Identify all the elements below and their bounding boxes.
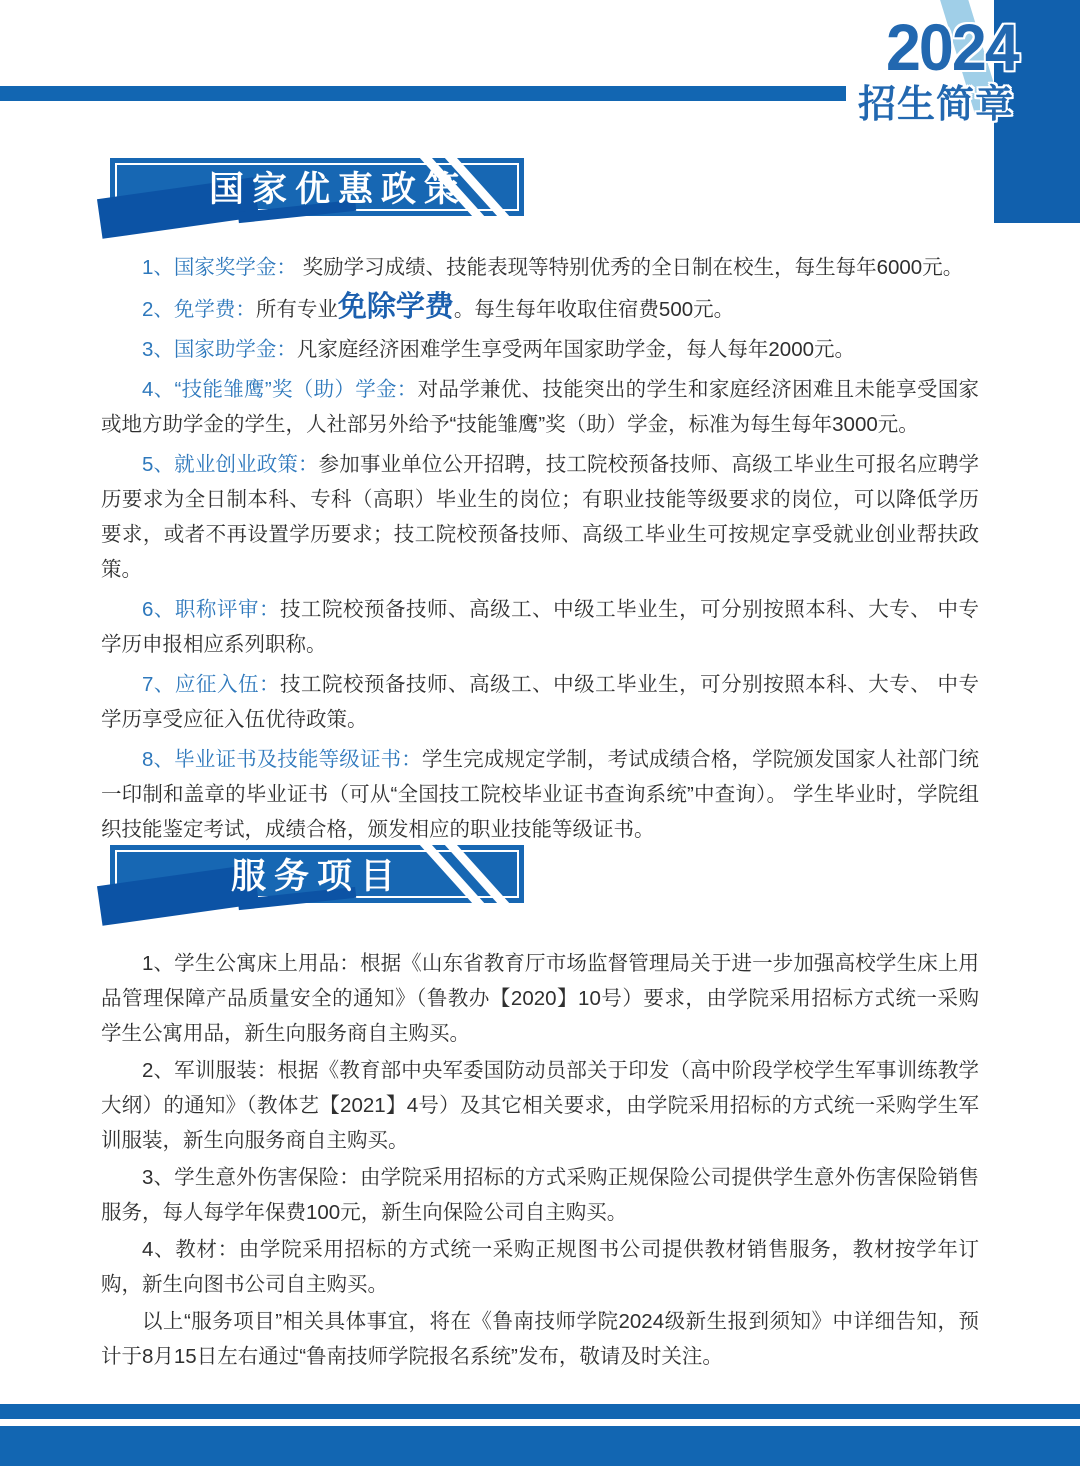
policy-item-4-label: 4、“技能雏鹰”奖（助）学金： xyxy=(142,378,418,401)
policy-section-title: 国家优惠政策 xyxy=(208,170,467,209)
policy-item-2-text-after: 。每生每年收取住宿费500元。 xyxy=(453,298,735,321)
policy-item-2-text-before: 所有专业 xyxy=(255,298,338,321)
service-section-body xyxy=(101,946,979,1376)
policy-section-body xyxy=(101,250,979,852)
policy-item-1 xyxy=(101,250,979,285)
service-closing-text: 以上“服务项目”相关具体事宜，将在《鲁南技师学院2024级新生报到须知》中详细告知，预计于8月15日左右通过“鲁南技师学院报名系统”发布，敬请及时关注。 xyxy=(101,1310,979,1368)
logo-subtitle-text: 招生简章 xyxy=(857,84,1014,126)
policy-item-1-text: 奖励学习成绩、技能表现等特别优秀的全日制在校生，每生每年6000元。 xyxy=(296,256,964,279)
top-blue-bar xyxy=(0,86,846,101)
bottom-blue-bar-thick xyxy=(0,1426,1080,1466)
section-banner-policy xyxy=(110,158,524,216)
service-item-1 xyxy=(101,946,979,1051)
policy-item-2 xyxy=(101,290,979,327)
service-item-2 xyxy=(101,1053,979,1158)
policy-item-7-label: 7、应征入伍： xyxy=(142,673,280,696)
policy-item-4-text: 对品学兼优、技能突出的学生和家庭经济困难且未能享受国家或地方助学金的学生，人社部另外给予“技能雏鹰”奖（助）学金，标准为每生每年3000元。 xyxy=(101,378,979,436)
section-banner-service xyxy=(110,845,524,903)
policy-item-2-label: 2、免学费： xyxy=(142,298,256,321)
policy-item-5 xyxy=(101,447,979,587)
policy-item-7 xyxy=(101,667,979,737)
policy-item-3-text: 凡家庭经济困难学生享受两年国家助学金，每人每年2000元。 xyxy=(296,338,856,361)
logo-year-text: 2024 xyxy=(886,10,1018,84)
policy-item-8-label: 8、毕业证书及技能等级证书： xyxy=(142,748,422,771)
policy-item-7-text: 技工院校预备技师、高级工、中级工毕业生，可分别按照本科、大专、 中专学历享受应征入伍优待政策。 xyxy=(101,673,980,731)
service-item-2-text: 2、军训服装：根据《教育部中央军委国防动员部关于印发（高中阶段学校学生军事训练教学大纲）的通知》（教体艺【2021】4号）及其它相关要求，由学院采用招标的方式统一采购学生军训服装，新生向服务商自主购买。 xyxy=(101,1059,979,1152)
policy-item-4 xyxy=(101,372,979,442)
policy-item-5-text: 参加事业单位公开招聘，技工院校预备技师、高级工毕业生可报名应聘学历要求为全日制本科、专科（高职）毕业生的岗位；有职业技能等级要求的岗位，可以降低学历要求，或者不再设置学历要求；技工院校预备技师、高级工毕业生可按规定享受就业创业帮扶政策。 xyxy=(101,453,980,581)
policy-item-8 xyxy=(101,742,979,847)
service-closing-paragraph xyxy=(101,1304,979,1374)
policy-item-3-label: 3、国家助学金： xyxy=(142,338,297,361)
policy-item-6-text: 技工院校预备技师、高级工、中级工毕业生，可分别按照本科、大专、 中专学历申报相应系列职称。 xyxy=(101,598,980,656)
policy-item-6 xyxy=(101,592,979,662)
policy-item-3 xyxy=(101,332,979,367)
bottom-blue-bar-thin xyxy=(0,1404,1080,1419)
service-item-4-text: 4、教材：由学院采用招标的方式统一采购正规图书公司提供教材销售服务，教材按学年订购，新生向图书公司自主购买。 xyxy=(101,1238,979,1296)
service-item-3-text: 3、学生意外伤害保险：由学院采用招标的方式采购正规保险公司提供学生意外伤害保险销售服务，每人每学年保费100元，新生向保险公司自主购买。 xyxy=(101,1166,979,1224)
policy-item-8-text: 学生完成规定学制，考试成绩合格，学院颁发国家人社部门统一印制和盖章的毕业证书（可从“全国技工院校毕业证书查询系统”中查询）。 学生毕业时，学院组织技能鉴定考试，成绩合格，颁发相应的职业技能等级证书。 xyxy=(101,748,979,841)
policy-item-1-label: 1、国家奖学金： xyxy=(142,256,297,279)
service-item-3 xyxy=(101,1160,979,1230)
policy-item-6-label: 6、职称评审： xyxy=(142,598,280,621)
tuition-waiver-highlight: 免除学费 xyxy=(337,291,454,323)
service-item-1-text: 1、学生公寓床上用品：根据《山东省教育厅市场监督管理局关于进一步加强高校学生床上用品管理保障产品质量安全的通知》（鲁教办【2020】10号）要求，由学院采用招标方式统一采购学生公寓用品，新生向服务商自主购买。 xyxy=(101,952,979,1045)
policy-item-5-label: 5、就业创业政策： xyxy=(142,453,319,476)
service-section-title: 服务项目 xyxy=(230,857,403,896)
service-item-4 xyxy=(101,1232,979,1302)
